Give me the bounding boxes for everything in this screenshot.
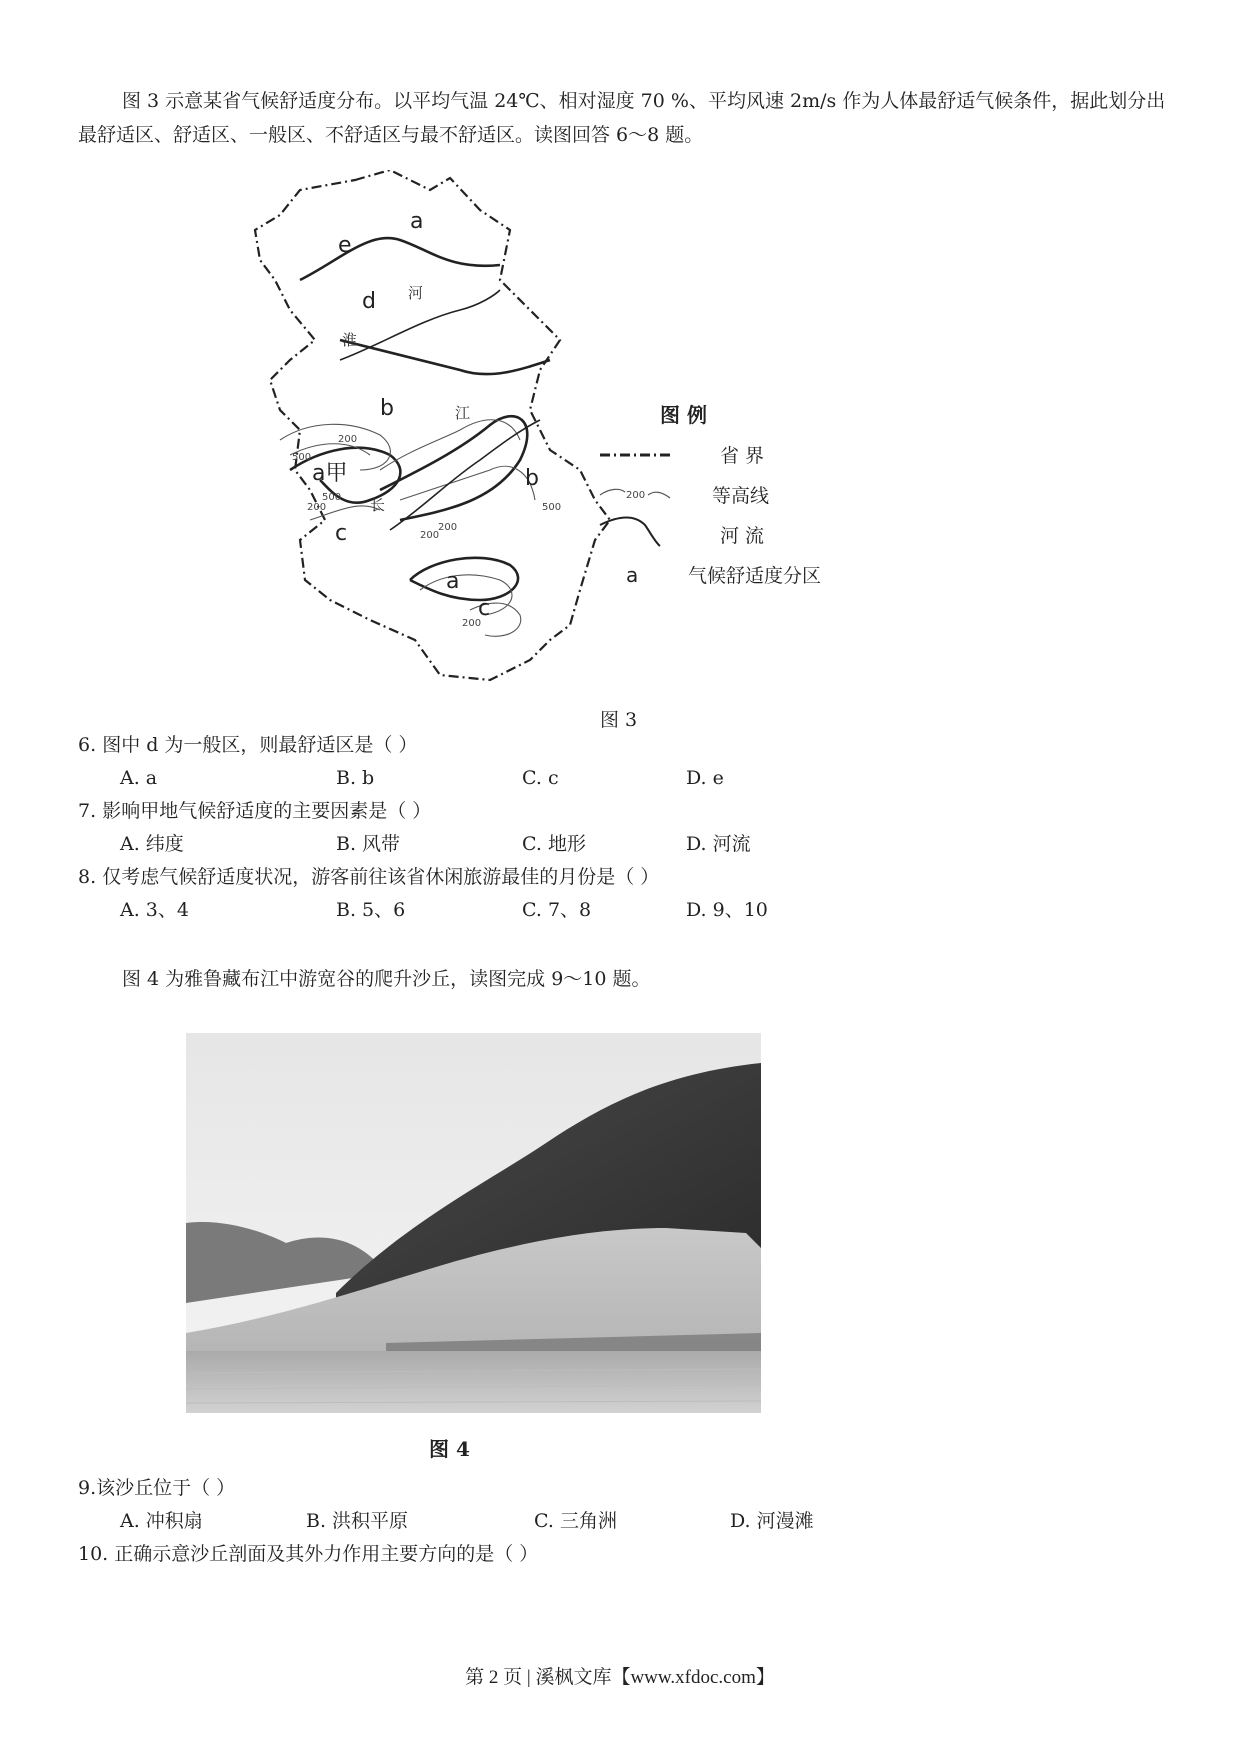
river-icon	[600, 518, 660, 547]
option-c[interactable]: C. 地形	[522, 833, 586, 855]
question-7	[78, 796, 431, 826]
zone-label-e: e	[338, 233, 352, 258]
river-label-jiang: 江	[455, 404, 471, 422]
climbing-dune-photo	[186, 1033, 761, 1413]
legend-zone-sample: a	[626, 563, 639, 587]
legend-label-zone: 气候舒适度分区	[688, 565, 822, 587]
option-b[interactable]: B. b	[336, 767, 375, 789]
option-a[interactable]: A. 冲积扇	[120, 1510, 203, 1532]
fig3-caption: 图 3	[600, 709, 638, 731]
question-number: 8.	[78, 866, 97, 888]
contour-label: 200	[420, 530, 440, 541]
legend-label-boundary: 省 界	[720, 445, 765, 467]
zone-label-c-south: c	[478, 596, 491, 621]
question-9	[78, 1473, 235, 1503]
question-number: 10.	[78, 1543, 109, 1565]
option-c[interactable]: C. c	[522, 767, 559, 789]
river-label-chang: 长	[370, 496, 386, 514]
option-d[interactable]: D. e	[686, 767, 724, 789]
option-b[interactable]: B. 洪积平原	[306, 1510, 409, 1532]
contour-line-icon	[648, 492, 670, 498]
zone-label-c-west: c	[335, 521, 348, 546]
contour-label: 200	[462, 618, 482, 629]
legend-contour-sample: 200	[626, 490, 646, 501]
option-a[interactable]: A. 3、4	[120, 899, 189, 921]
question-text: 仅考虑气候舒适度状况，游客前往该省休闲旅游最佳的月份是（ ）	[102, 866, 660, 888]
question-text: 影响甲地气候舒适度的主要因素是（ ）	[102, 800, 432, 822]
page-footer: 第 2 页 | 溪枫文库【www.xfdoc.com】	[465, 1667, 775, 1688]
contour-label: 200	[438, 522, 458, 533]
question-8	[78, 862, 659, 892]
question-text: 该沙丘位于（ ）	[96, 1477, 236, 1499]
option-d[interactable]: D. 河漫滩	[730, 1510, 814, 1532]
zone-label-a-north: a	[410, 209, 424, 234]
option-c[interactable]: C. 7、8	[522, 899, 592, 921]
rivers	[340, 290, 540, 530]
river-label-huai: 淮	[342, 331, 358, 349]
zone-label-b-center: b	[380, 396, 394, 421]
contour-label: 200	[338, 434, 358, 445]
question-number: 7.	[78, 800, 97, 822]
option-b[interactable]: B. 风带	[336, 833, 401, 855]
option-d[interactable]: D. 河流	[686, 833, 751, 855]
fig3-intro-paragraph: 图 3 示意某省气候舒适度分布。以平均气温 24℃、相对湿度 70 %、平均风速 2m/s 作为人体最舒适气候条件，据此划分出最舒适区、舒适区、一般区、不舒适区与最不舒适区。读图回答 6～8 题。	[78, 90, 1166, 146]
river-water	[186, 1351, 761, 1413]
legend-label-contour: 等高线	[712, 485, 770, 507]
zone-label-a-south: a	[446, 569, 460, 594]
contour-label: 500	[542, 502, 562, 513]
question-text: 图中 d 为一般区，则最舒适区是（ ）	[102, 734, 418, 756]
zone-label-d: d	[362, 289, 376, 314]
option-d[interactable]: D. 9、10	[686, 899, 768, 921]
zone-label-a-jia: a甲	[312, 461, 348, 486]
contour-label: 200	[307, 502, 327, 513]
river-labels	[342, 284, 470, 514]
climate-comfort-map	[250, 170, 930, 690]
legend-label-river: 河 流	[720, 525, 765, 547]
contour-lines	[280, 420, 535, 637]
zone-label-b-east: b	[525, 466, 539, 491]
option-b[interactable]: B. 5、6	[336, 899, 406, 921]
contour-label: 500	[322, 492, 342, 503]
legend-title: 图 例	[660, 403, 707, 427]
question-6	[78, 730, 417, 760]
fig4-caption: 图 4	[429, 1437, 470, 1461]
option-a[interactable]: A. 纬度	[120, 833, 184, 855]
map-legend	[600, 403, 821, 587]
province-boundary	[255, 170, 610, 680]
question-text: 正确示意沙丘剖面及其外力作用主要方向的是（ ）	[114, 1543, 539, 1565]
river-label-he: 河	[408, 284, 424, 302]
option-a[interactable]: A. a	[120, 767, 158, 789]
question-number: 9.	[78, 1477, 97, 1499]
option-c[interactable]: C. 三角洲	[534, 1510, 617, 1532]
contour-line-icon	[600, 489, 625, 495]
question-number: 6.	[78, 734, 97, 756]
question-10	[78, 1539, 538, 1569]
fig4-intro-paragraph: 图 4 为雅鲁藏布江中游宽谷的爬升沙丘，读图完成 9～10 题。	[122, 968, 651, 990]
zone-labels	[312, 209, 539, 621]
contour-label: 500	[292, 452, 312, 463]
